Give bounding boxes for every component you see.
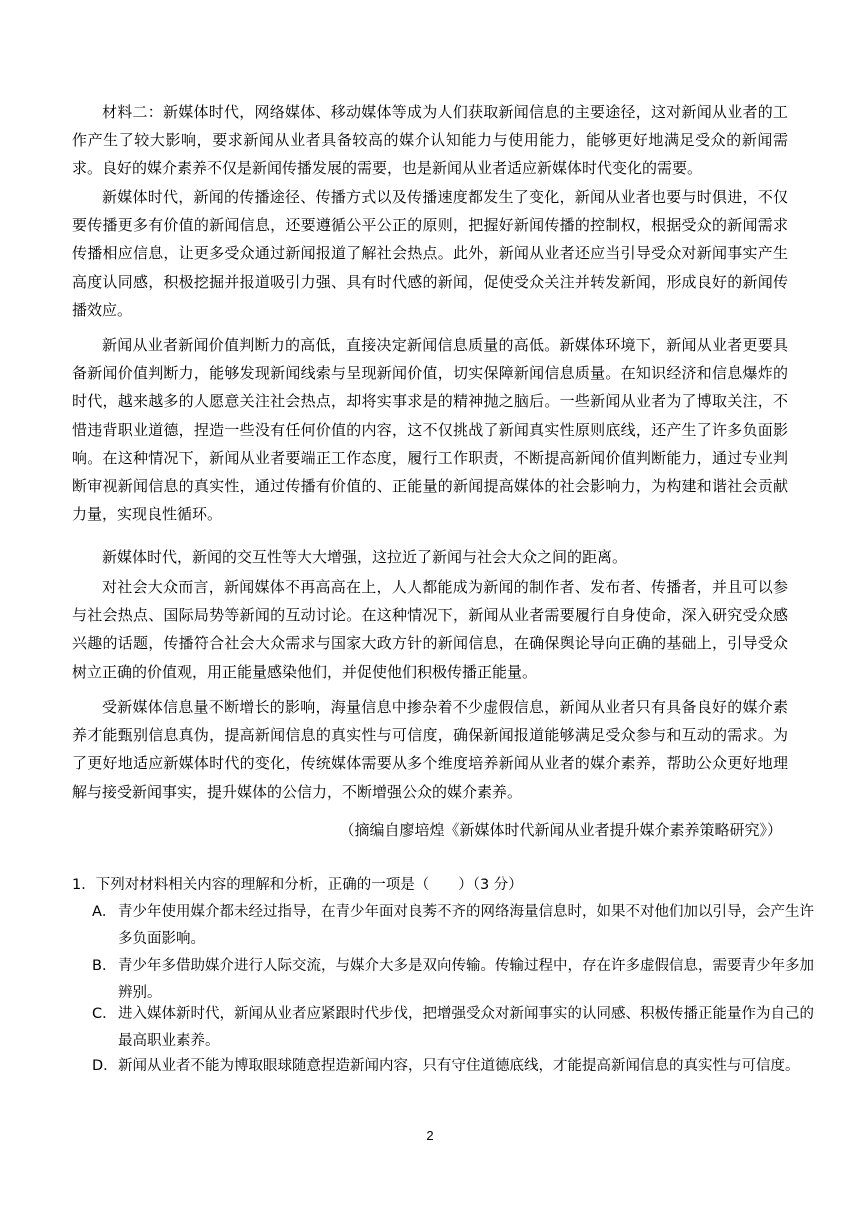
option-letter: B．: [92, 958, 117, 974]
option-letter: D．: [92, 1058, 118, 1074]
option-letter: C．: [92, 1006, 117, 1022]
page-number: 2: [426, 1128, 434, 1143]
material-paragraph-3: 新闻从业者新闻价值判断力的高低，直接决定新闻信息质量的高低。新媒体环境下，新闻从业者更要具备新闻价值判断力，能够发现新闻线索与呈现新闻价值，切实保障新闻信息质量。在知识经济和信息爆炸的时代，越来越多的人愿意关注社会热点，却将实事求是的精神抛之脑后。一些新闻从业者为了博取关注，不惜违背职业道德，捏造一些没有任何价值的内容，这不仅挑战了新闻真实性原则底线，还产生了许多负面影响。在这种情况下，新闻从业者要端正工作态度，履行工作职责，不断提高新闻价值判断能力，通过专业判断审视新闻信息的真实性，通过传播有价值的、正能量的新闻提高媒体的社会影响力，为构建和谐社会贡献力量，实现良性循环。: [72, 336, 788, 524]
question-stem: 1．下列对材料相关内容的理解和分析，正确的一项是（ ）（3 分）: [72, 877, 523, 893]
material-paragraph-2: 新媒体时代，新闻的传播途径、传播方式以及传播速度都发生了变化，新闻从业者也要与时俱进，不仅要传播更多有价值的新闻信息，还要遵循公平公正的原则，把握好新闻传播的控制权，根据受众的新闻需求传播相应信息，让更多受众通过新闻报道了解社会热点。此外，新闻从业者还应当引导受众对新闻事实产生高度认同感，积极挖掘并报道吸引力强、具有时代感的新闻，促使受众关注并转发新闻，形成良好的新闻传播效应。: [72, 188, 788, 319]
material-paragraph-4: 新媒体时代，新闻的交互性等大大增强，这拉近了新闻与社会大众之间的距离。: [102, 548, 628, 566]
option-a[interactable]: [92, 899, 814, 953]
option-b[interactable]: [92, 953, 814, 1007]
option-d[interactable]: [92, 1053, 814, 1080]
option-letter: A．: [92, 904, 117, 920]
option-text: 新闻从业者不能为博取眼球随意捏造新闻内容，只有守住道德底线，才能提高新闻信息的真实性与可信度。: [118, 1058, 800, 1074]
material-source: （摘编自廖培煌《新媒体时代新闻从业者提升媒介素养策略研究》）: [339, 821, 782, 839]
material-paragraph-1: 材料二：新媒体时代，网络媒体、移动媒体等成为人们获取新闻信息的主要途径，这对新闻从业者的工作产生了较大影响，要求新闻从业者具备较高的媒介认知能力与使用能力，能够更好地满足受众的新闻需求。良好的媒介素养不仅是新闻传播发展的需要，也是新闻从业者适应新媒体时代变化的需要。: [72, 103, 788, 178]
material-paragraph-5: 对社会大众而言，新闻媒体不再高高在上，人人都能成为新闻的制作者、发布者、传播者，并且可以参与社会热点、国际局势等新闻的互动讨论。在这种情况下，新闻从业者需要履行自身使命，深入研究受众感兴趣的话题，传播符合社会大众需求与国家大政方针的新闻信息，在确保舆论导向正确的基础上，引导受众树立正确的价值观，用正能量感染他们，并促使他们积极传播正能量。: [72, 578, 788, 681]
option-c[interactable]: [92, 1001, 814, 1055]
option-text: 青少年多借助媒介进行人际交流，与媒介大多是双向传输。传输过程中，存在许多虚假信息，需要青少年多加辨别。: [118, 958, 814, 1001]
option-text: 青少年使用媒介都未经过指导，在青少年面对良莠不齐的网络海量信息时，如果不对他们加以引导，会产生许多负面影响。: [118, 904, 814, 947]
option-text: 进入媒体新时代，新闻从业者应紧跟时代步伐，把增强受众对新闻事实的认同感、积极传播正能量作为自己的最高职业素养。: [118, 1006, 814, 1049]
material-paragraph-6: 受新媒体信息量不断增长的影响，海量信息中掺杂着不少虚假信息，新闻从业者只有具备良好的媒介素养才能甄别信息真伪，提高新闻信息的真实性与可信度，确保新闻报道能够满足受众参与和互动的需求。为了更好地适应新媒体时代的变化，传统媒体需要从多个维度培养新闻从业者的媒介素养，帮助公众更好地理解与接受新闻事实，提升媒体的公信力，不断增强公众的媒介素养。: [72, 698, 788, 801]
